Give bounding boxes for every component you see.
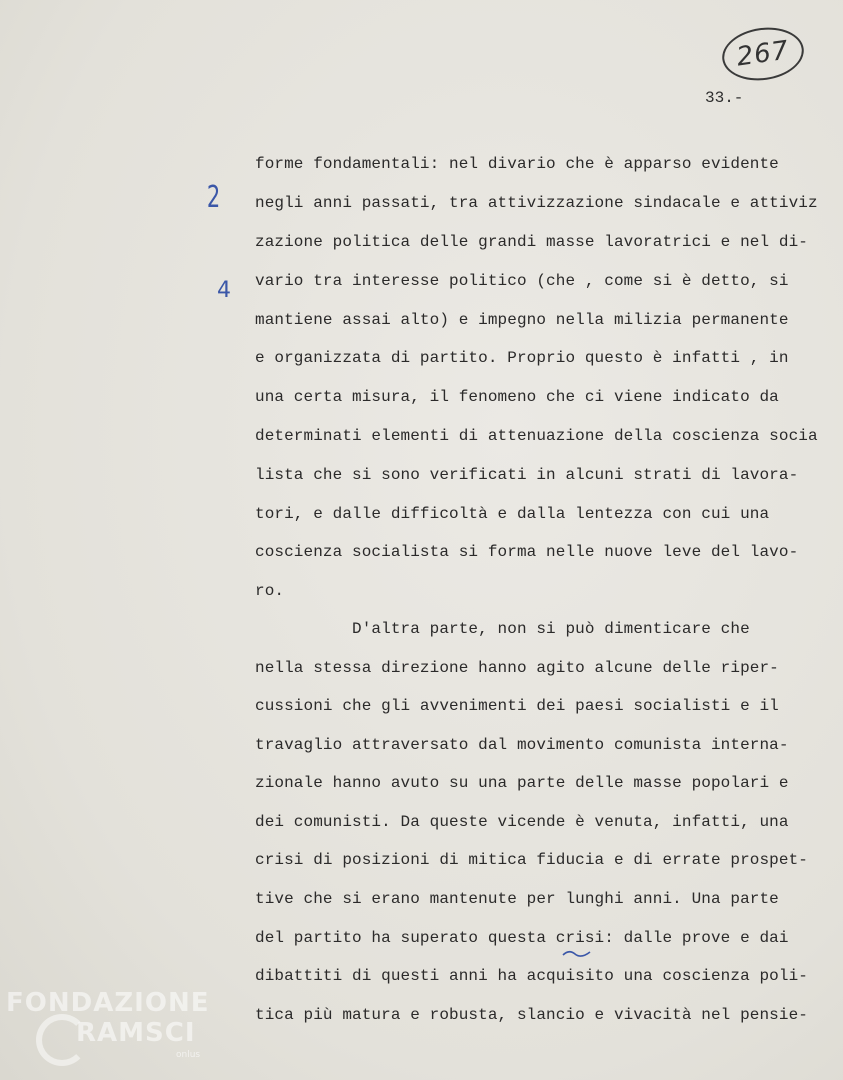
text-line: forme fondamentali: nel divario che è apparso evidente bbox=[255, 155, 779, 173]
text-line: nella stessa direzione hanno agito alcune delle riper- bbox=[255, 659, 779, 677]
text-line: zionale hanno avuto su una parte delle masse popolari e bbox=[255, 774, 789, 792]
text-line: tive che si erano mantenute per lunghi anni. Una parte bbox=[255, 890, 779, 908]
text-line: e organizzata di partito. Proprio questo è infatti , in bbox=[255, 349, 789, 367]
text-line: tica più matura e robusta, slancio e vivacità nel pensie- bbox=[255, 1006, 808, 1024]
watermark-line-2: RAMSCI bbox=[76, 1018, 196, 1048]
text-line: negli anni passati, tra attivizzazione sindacale e attiviz bbox=[255, 194, 818, 212]
text-line: mantiene assai alto) e impegno nella milizia permanente bbox=[255, 311, 789, 329]
foundation-watermark bbox=[6, 988, 216, 1078]
watermark-sub: onlus bbox=[176, 1050, 201, 1060]
text-line: cussioni che gli avvenimenti dei paesi socialisti e il bbox=[255, 697, 779, 715]
text-line: ro. bbox=[255, 582, 285, 600]
text-line: crisi di posizioni di mitica fiducia e di errate prospet- bbox=[255, 851, 808, 869]
handwritten-squiggle-mark bbox=[562, 948, 592, 958]
text-line: tori, e dalle difficoltà e dalla lentezza con cui una bbox=[255, 505, 770, 523]
text-line: coscienza socialista si forma nelle nuove leve del lavo- bbox=[255, 543, 799, 561]
margin-note-2: 4 bbox=[217, 278, 231, 303]
text-line: dei comunisti. Da queste vicende è venuta, infatti, una bbox=[255, 813, 789, 831]
margin-note-1: 2 bbox=[206, 180, 221, 215]
page-number: 33.- bbox=[705, 89, 744, 107]
text-line: vario tra interesse politico (che , come si è detto, si bbox=[255, 272, 789, 290]
text-line: una certa misura, il fenomeno che ci viene indicato da bbox=[255, 388, 779, 406]
text-line: D'altra parte, non si può dimenticare che bbox=[255, 620, 750, 638]
text-line: lista che si sono verificati in alcuni strati di lavora- bbox=[255, 466, 799, 484]
watermark-line-1: FONDAZIONE bbox=[6, 988, 210, 1018]
text-line: zazione politica delle grandi masse lavoratrici e nel di- bbox=[255, 233, 808, 251]
text-line: del partito ha superato questa crisi: dalle prove e dai bbox=[255, 929, 789, 947]
text-line: determinati elementi di attenuazione della coscienza socia bbox=[255, 427, 818, 445]
text-line: travaglio attraversato dal movimento comunista interna- bbox=[255, 736, 789, 754]
archive-number-stamp: 267 bbox=[719, 23, 807, 86]
text-line: dibattiti di questi anni ha acquisito una coscienza poli- bbox=[255, 967, 808, 985]
